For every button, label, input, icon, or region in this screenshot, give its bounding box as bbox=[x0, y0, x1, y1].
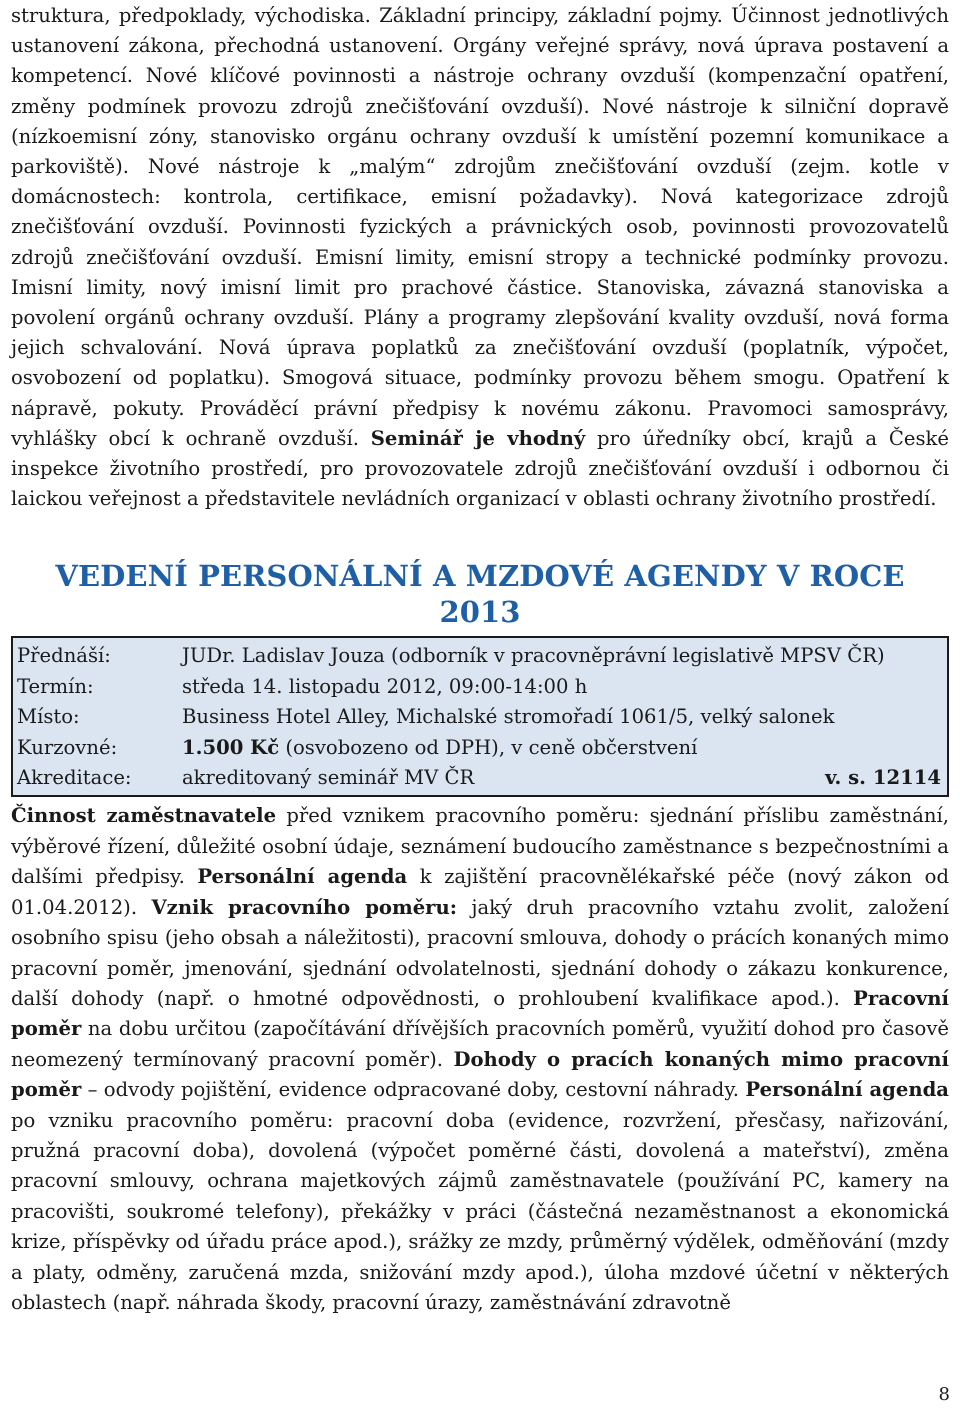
intro-paragraph bbox=[11, 0, 949, 514]
body-bold-2: Personální agenda bbox=[197, 865, 408, 889]
body-text-3: jaký druh pracovního vztahu zvolit, založení osobního spisu (jeho obsah a náležitosti), pracovní smlouva, dohody o prácích konaných mimo pracovní poměr, jmenování, sjednání odvolatelnosti, sjednání dohody o zákazu konkurence, další dohody (např. o hmotné odpovědnosti, o prohloubení kvalifikace apod.). bbox=[11, 895, 949, 1010]
intro-bold-seminar: Seminář je vhodný bbox=[370, 426, 586, 450]
date-row bbox=[17, 672, 943, 702]
accreditation-number: v. s. 12114 bbox=[825, 766, 941, 790]
fee-label: Kurzovné: bbox=[17, 735, 118, 759]
intro-text-1: struktura, předpoklady, východiska. Základní principy, základní pojmy. Účinnost jednotlivých ustanovení zákona, přechodná ustanovení. Orgány veřejné správy, nová úprava postavení a kompetencí. Nové klíčové povinnosti a nástroje ochrany ovzduší (kompenzační opatření, změny podmínek provozu zdrojů znečišťování ovzduší). Nové nástroje k silniční dopravě (nízkoemisní zóny, stanovisko orgánu ochrany ovzduší k umístění pozemní komunikace a parkoviště). Nové nástroje k „malým“ zdrojům znečišťování ovzduší (zejm. kotle v domácnostech: kontrola, certifikace, emisní požadavky). Nová kategorizace zdrojů znečišťování ovzduší. Povinnosti fyzických a právnických osob, povinnosti provozovatelů zdrojů znečišťování ovzduší. Emisní limity, emisní stropy a technické podmínky provozu. Imisní limity, nový imisní limit pro prachové částice. Stanoviska, závazná stanoviska a povolení orgánů ochrany ovzduší. Plány a programy zlepšování kvality ovzduší, nová forma jejich schvalování. Nová úprava poplatků za znečišťování ovzduší (poplatník, výpočet, osvobození od poplatku). Smogová situace, podmínky provozu během smogu. Opatření k nápravě, pokuty. Prováděcí právní předpisy k novému zákonu. Pravomoci samosprávy, vyhlášky obcí k ochraně ovzduší. bbox=[11, 4, 949, 450]
accreditation-label: Akreditace: bbox=[17, 766, 132, 790]
place-value: Business Hotel Alley, Michalské stromořadí 1061/5, velký salonek bbox=[182, 705, 835, 729]
accreditation-row bbox=[17, 763, 943, 793]
place-label: Místo: bbox=[17, 705, 80, 729]
intro-text-2: pro úředníky obcí, krajů a České inspekce životního prostředí, pro provozovatele zdrojů znečišťování ovzduší i odbornou či laickou veřejnost a představitele nevládních organizací v oblasti ochrany životního prostředí. bbox=[11, 426, 949, 511]
body-bold-1: Činnost zaměstnavatele bbox=[11, 804, 277, 828]
fee-row bbox=[17, 733, 943, 763]
body-text-5: – odvody pojištění, evidence odpracované doby, cestovní náhrady. bbox=[81, 1078, 746, 1102]
course-title: VEDENÍ PERSONÁLNÍ A MZDOVÉ AGENDY V ROCE 2013 bbox=[55, 559, 905, 630]
lecturer-value: JUDr. Ladislav Jouza (odborník v pracovněprávní legislativě MPSV ČR) bbox=[182, 644, 885, 668]
body-bold-5: Dohody o pracích konaných mimo pracovní poměr bbox=[11, 1047, 949, 1102]
body-text-6: po vzniku pracovního poměru: pracovní doba (evidence, rozvržení, přesčasy, nařizování, pružná pracovní doba), dovolená (výpočet poměrné části, dovolená a mateřství), změna pracovní smlouvy, ochrana majetkových zájmů zaměstnavatele (používání PC, kamery na pracovišti, soukromé telefony), překážky v práci (částečná nezaměstnanost a ekonomická krize, příspěvky od úřadu práce apod.), srážky ze mzdy, průměrný výdělek, odměňování (mzdy a platy, odměny, zaručená mzda, snižování mzdy apod.), úloha mzdové účetní v některých oblastech (např. náhrada škody, pracovní úrazy, zaměstnávání zdravotně bbox=[11, 1108, 949, 1314]
lecturer-label: Přednáší: bbox=[17, 644, 111, 668]
fee-amount: 1.500 Kč bbox=[182, 735, 280, 759]
body-bold-3: Vznik pracovního poměru: bbox=[151, 895, 457, 919]
lecturer-row bbox=[17, 641, 943, 671]
place-row bbox=[17, 702, 943, 732]
date-value: středa 14. listopadu 2012, 09:00-14:00 h bbox=[182, 674, 588, 698]
page-number: 8 bbox=[938, 1384, 950, 1405]
fee-note: (osvobozeno od DPH), v ceně občerstvení bbox=[279, 735, 698, 759]
accreditation-value: akreditovaný seminář MV ČR bbox=[182, 766, 475, 790]
body-text-1: před vznikem pracovního poměru: sjednání příslibu zaměstnání, výběrové řízení, důležité osobní údaje, seznámení budoucího zaměstnance s bezpečnostními a dalšími předpisy. bbox=[11, 804, 949, 889]
course-info-box bbox=[11, 636, 949, 797]
fee-value bbox=[182, 733, 943, 763]
date-label: Termín: bbox=[17, 674, 94, 698]
document-page bbox=[11, 0, 949, 1318]
body-text-4: na dobu určitou (započítávání dřívějších pracovních poměrů, využití dohod pro časově neomezený termínovaný pracovní poměr). bbox=[11, 1017, 949, 1071]
body-text-2: k zajištění pracovnělékařské péče (nový zákon od 01.04.2012). bbox=[11, 865, 950, 919]
body-bold-6: Personální agenda bbox=[745, 1078, 949, 1102]
body-bold-4: Pracovní poměr bbox=[11, 986, 949, 1041]
course-description bbox=[11, 801, 949, 1318]
